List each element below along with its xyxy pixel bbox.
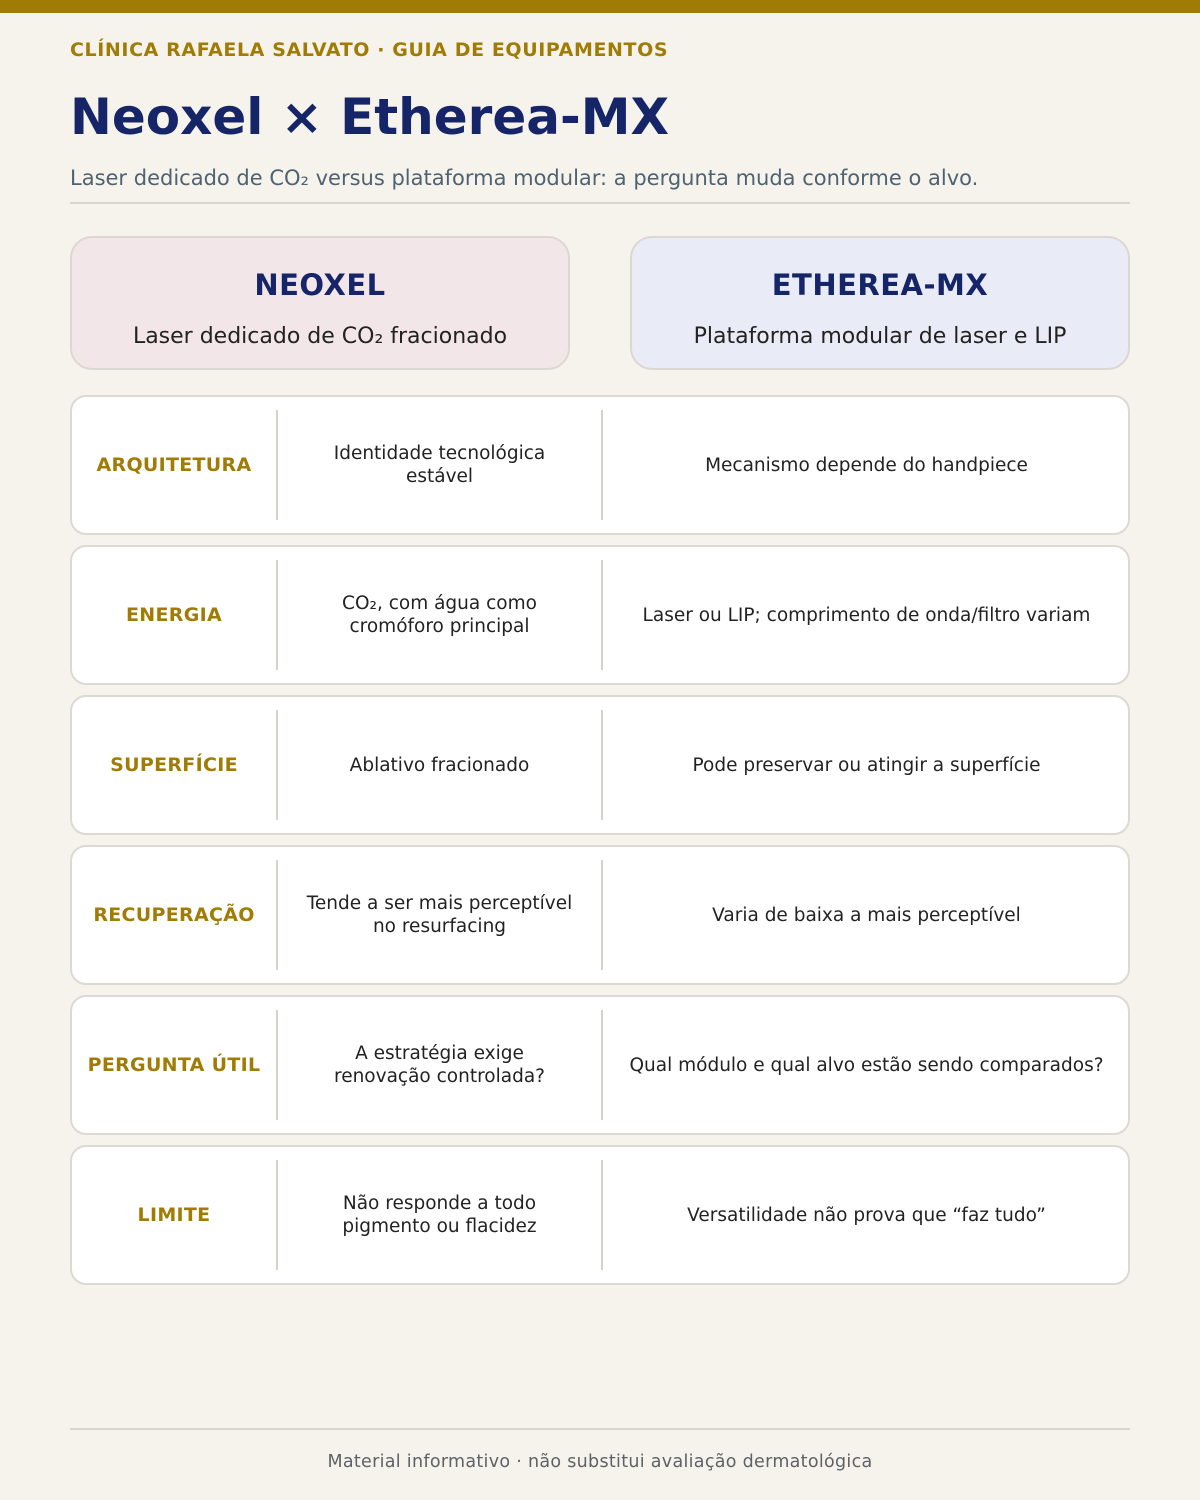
etherea-cell: Qual módulo e qual alvo estão sendo comparados? — [629, 1054, 1104, 1076]
comparison-row — [70, 395, 1130, 535]
neoxel-cell: Ablativo fracionado — [349, 754, 530, 776]
footer-divider — [70, 1428, 1130, 1430]
row-label: ENERGIA — [126, 603, 222, 626]
etherea-cell: Mecanismo depende do handpiece — [705, 454, 1028, 476]
etherea-cell: Laser ou LIP; comprimento de onda/filtro variam — [642, 604, 1091, 626]
page-subtitle: Laser dedicado de CO₂ versus plataforma modular: a pergunta muda conforme o alvo. — [70, 166, 979, 190]
header-divider — [70, 202, 1130, 204]
comparison-row — [70, 995, 1130, 1135]
row-label: RECUPERAÇÃO — [93, 903, 255, 926]
row-label: LIMITE — [137, 1203, 211, 1226]
row-label: SUPERFÍCIE — [110, 753, 238, 776]
top-accent-bar — [0, 0, 1200, 13]
comparison-row — [70, 845, 1130, 985]
comparison-row — [70, 545, 1130, 685]
etherea-cell: Varia de baixa a mais perceptível — [712, 904, 1021, 926]
neoxel-description: Laser dedicado de CO₂ fracionado — [132, 324, 508, 349]
etherea-card — [630, 236, 1130, 370]
neoxel-cell: Identidade tecnológica estável — [333, 443, 546, 487]
etherea-cell: Pode preservar ou atingir a superfície — [692, 754, 1041, 776]
comparison-table — [70, 395, 1130, 1295]
neoxel-card — [70, 236, 570, 370]
footer-disclaimer: Material informativo · não substitui avaliação dermatológica — [327, 1452, 873, 1472]
comparison-row — [70, 1145, 1130, 1285]
neoxel-cell: Tende a ser mais perceptível no resurfacing — [306, 893, 573, 937]
eyebrow-heading: CLÍNICA RAFAELA SALVATO · GUIA DE EQUIPAMENTOS — [70, 39, 669, 61]
etherea-cell: Versatilidade não prova que “faz tudo” — [687, 1204, 1046, 1226]
etherea-name: ETHEREA-MX — [771, 268, 989, 302]
neoxel-cell: CO₂, com água como cromóforo principal — [342, 593, 537, 637]
etherea-description: Plataforma modular de laser e LIP — [693, 324, 1067, 349]
neoxel-cell: Não responde a todo pigmento ou flacidez — [342, 1193, 537, 1237]
neoxel-cell: A estratégia exige renovação controlada? — [334, 1043, 545, 1087]
comparison-row — [70, 695, 1130, 835]
row-label: PERGUNTA ÚTIL — [87, 1053, 261, 1076]
row-label: ARQUITETURA — [96, 453, 252, 476]
neoxel-name: NEOXEL — [254, 268, 386, 302]
page-title: Neoxel × Etherea-MX — [70, 88, 670, 146]
